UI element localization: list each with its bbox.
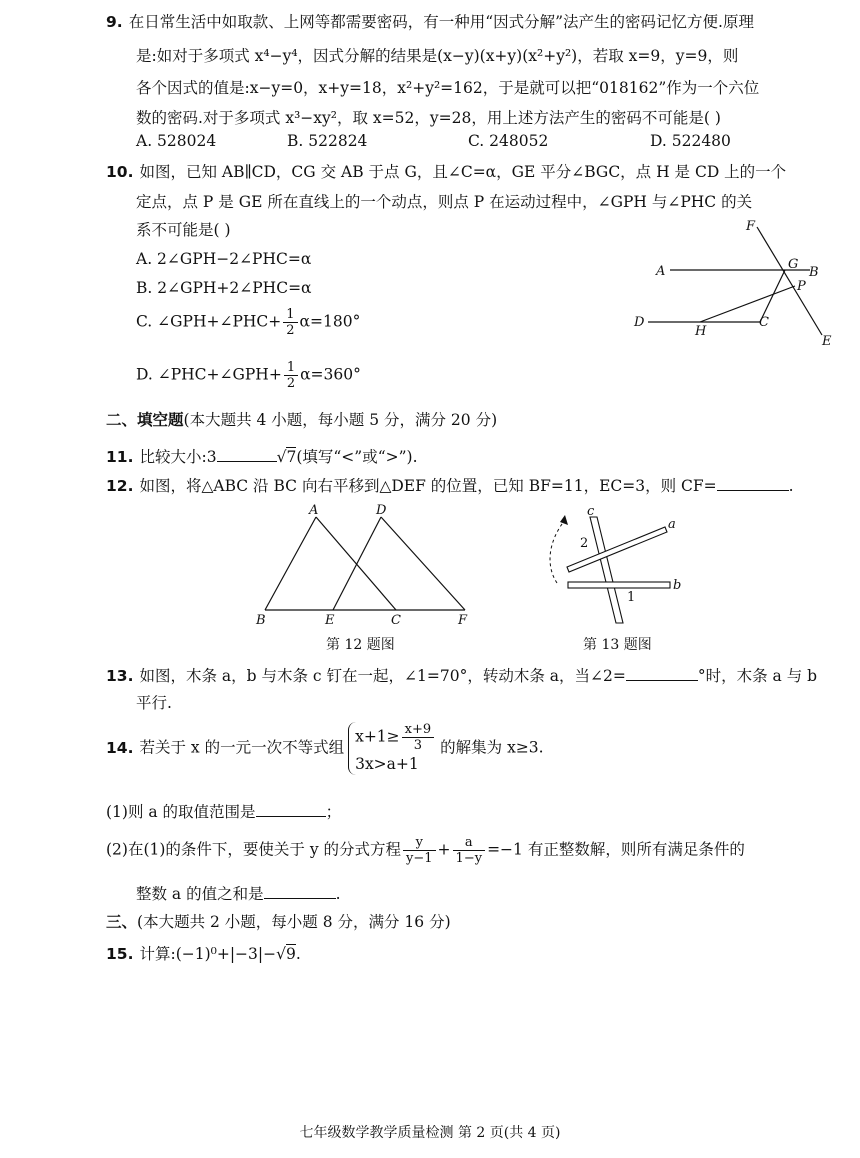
sqrt-sign: √: [276, 448, 287, 466]
q13-line1: 13. 如图，木条 a，b 与木条 c 钉在一起，∠1=70°，转动木条 a，当∠2= °时，木条 a 与 b: [106, 664, 817, 686]
label-e: E: [822, 334, 832, 349]
q9-option-d: D. 522480: [650, 132, 731, 150]
q11-answer-blank[interactable]: [217, 445, 277, 462]
q14-part2-answer-blank[interactable]: [264, 882, 336, 899]
inequality-system: x+1≥ $\frac{x+9}{3}$ 3x>a+1: [348, 722, 436, 775]
sqrt-sign: √: [276, 945, 287, 963]
half-fraction: $\frac{1}{2}$: [283, 307, 297, 338]
label-g: G: [788, 257, 799, 272]
q14-part2-line2: 整数 a 的值之和是 .: [136, 882, 341, 904]
q10-number: 10.: [106, 163, 134, 181]
label-p: P: [797, 279, 806, 294]
q13-number: 13.: [106, 667, 134, 685]
q9-number: 9.: [106, 13, 123, 31]
q9-line2: 是:如对于多项式 x⁴−y⁴，因式分解的结果是(x−y)(x+y)(x²+y²)，若取 x=9，y=9，则: [136, 47, 739, 65]
q13-figure: [535, 505, 695, 630]
label-a: a: [668, 517, 676, 532]
q10-option-a: A. 2∠GPH−2∠PHC=α: [136, 250, 312, 268]
q9-option-b: B. 522824: [287, 132, 368, 150]
segment-df: [381, 517, 465, 610]
q12-line: 12. 如图，将△ABC 沿 BC 向右平移到△DEF 的位置，已知 BF=11，EC=3，则 CF= .: [106, 474, 794, 496]
q14-part2: (2)在(1)的条件下，要使关于 y 的分式方程 $\frac{y}{y-1}$ + $\frac{a}{1-y}$ =−1 有正整数解，则所有满足条件的: [106, 835, 745, 866]
q10-option-b: B. 2∠GPH+2∠PHC=α: [136, 279, 312, 297]
q9-option-a: A. 528024: [136, 132, 217, 150]
q9-option-c: C. 248052: [468, 132, 549, 150]
q15-line: 15. 计算:(−1)⁰+|−3|−√9.: [106, 945, 301, 963]
q10-line1: 10. 如图，已知 AB∥CD，CG 交 AB 于点 G，且∠C=α，GE 平分∠BGC，点 H 是 CD 上的一个: [106, 163, 787, 181]
q10-option-c: C. ∠GPH+∠PHC+ $\frac{1}{2}$ α=180°: [136, 307, 361, 338]
q10-line2: 定点，点 P 是 GE 所在直线上的一个动点，则点 P 在运动过程中，∠GPH 与∠PHC 的关: [136, 193, 753, 211]
q10-figure: [625, 215, 845, 350]
label-c: C: [391, 613, 401, 628]
label-a: A: [656, 264, 666, 279]
segment-ba: [265, 517, 316, 610]
q12-figure-caption: 第 12 题图: [326, 637, 395, 653]
q14-part1: (1)则 a 的取值范围是 ；: [106, 800, 341, 822]
label-a: A: [309, 503, 319, 518]
q11-number: 11.: [106, 448, 134, 466]
q12-number: 12.: [106, 477, 134, 495]
label-b: B: [256, 613, 266, 628]
fraction-a-over-1-minus-y: $\frac{a}{1-y}$: [453, 835, 486, 866]
segment-ac: [316, 517, 396, 610]
q14-line: 14. 若关于 x 的一元一次不等式组 x+1≥ $\frac{x+9}{3}$ 3x>a+1 的解集为 x≥3.: [106, 722, 544, 773]
q10-line3: 系不可能是( ): [136, 221, 231, 239]
stick-c: [590, 517, 623, 623]
q14-part1-answer-blank[interactable]: [256, 800, 326, 817]
q10-option-d: D. ∠PHC+∠GPH+ $\frac{1}{2}$ α=360°: [136, 360, 361, 391]
q13-line2: 平行.: [136, 694, 172, 712]
label-2: 2: [580, 536, 589, 551]
label-d: D: [376, 503, 387, 518]
half-fraction: $\frac{1}{2}$: [284, 360, 298, 391]
label-f: F: [458, 613, 468, 628]
label-d: D: [634, 315, 645, 330]
arrowhead-icon: [560, 515, 568, 525]
q14-number: 14.: [106, 738, 134, 757]
q12-figure: [250, 500, 480, 630]
segment-ed: [333, 517, 381, 610]
q9-line1: 9. 在日常生活中如取款、上网等都需要密码，有一种用“因式分解”法产生的密码记忆方便.原理: [106, 13, 754, 31]
stick-b: [568, 582, 670, 588]
fraction-y-over-y-minus-1: $\frac{y}{y-1}$: [403, 835, 436, 866]
q12-answer-blank[interactable]: [717, 474, 789, 491]
label-b: b: [673, 578, 682, 593]
q13-figure-caption: 第 13 题图: [583, 637, 652, 653]
label-1: 1: [627, 590, 636, 605]
q15-number: 15.: [106, 945, 134, 963]
q9-line4: 数的密码.对于多项式 x³−xy²，取 x=52，y=28，用上述方法产生的密码不可能是( ): [136, 109, 721, 127]
segment-hp: [700, 286, 795, 322]
section-3-heading: 三、(本大题共 2 小题，每小题 8 分，满分 16 分): [106, 913, 451, 931]
label-e: E: [325, 613, 335, 628]
label-h: H: [695, 324, 707, 339]
label-b: B: [809, 265, 819, 280]
q9-line3: 各个因式的值是:x−y=0，x+y=18，x²+y²=162，于是就可以把“018162”作为一个六位: [136, 79, 760, 97]
label-f: F: [746, 219, 756, 234]
rotation-arrow-icon: [550, 520, 565, 583]
q11-line: 11. 比较大小:3 √7(填写“<”或“>”).: [106, 445, 418, 467]
label-c: c: [587, 505, 595, 519]
section-2-heading: 二、填空题(本大题共 4 小题，每小题 5 分，满分 20 分): [106, 411, 498, 429]
q13-answer-blank[interactable]: [626, 664, 698, 681]
label-c: C: [759, 315, 769, 330]
page-footer: 七年级数学教学质量检测 第 2 页(共 4 页): [299, 1125, 561, 1141]
